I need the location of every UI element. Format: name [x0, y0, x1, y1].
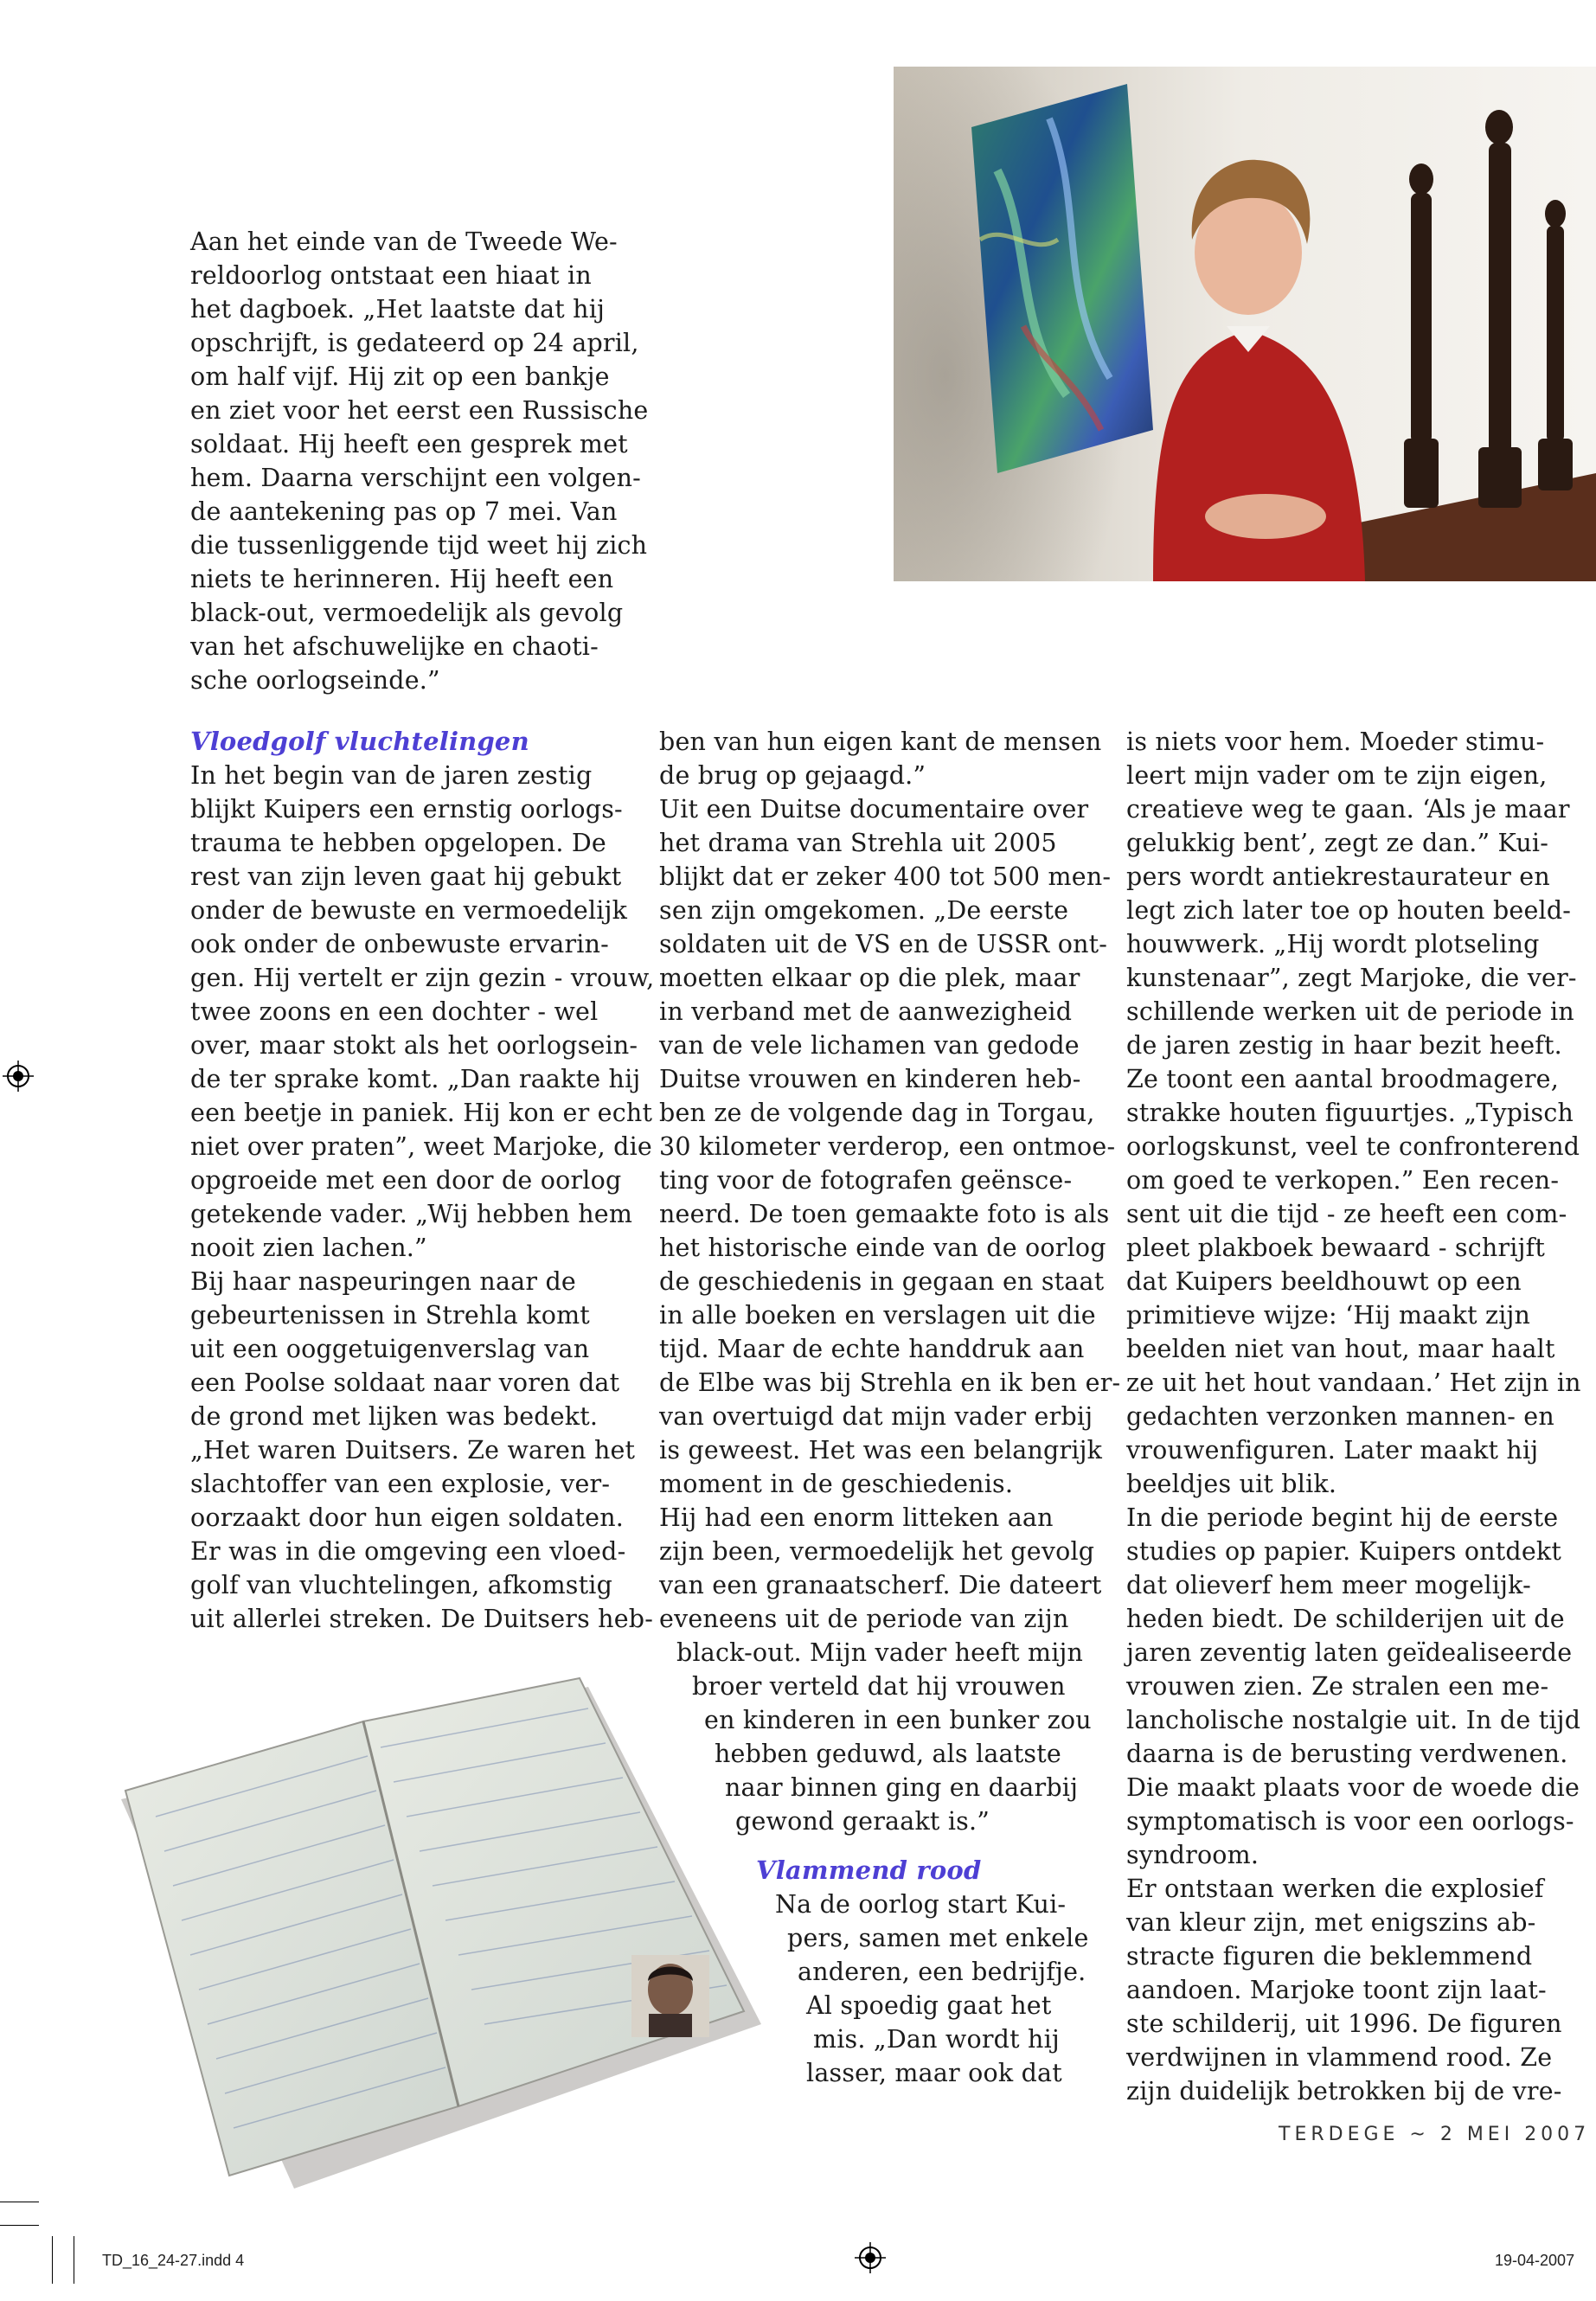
col2-line: sen zijn omgekomen. „De eerste — [659, 896, 1069, 925]
col1-line: opgroeide met een door de oorlog — [190, 1166, 622, 1195]
col2-line: mis. „Dan wordt hij — [813, 2025, 1060, 2054]
column-1 — [190, 725, 654, 1636]
col1-line: In het begin van de jaren zestig — [190, 761, 593, 790]
crop-mark — [52, 2236, 53, 2284]
col2-line: Duitse vrouwen en kinderen heb- — [659, 1065, 1081, 1093]
col3-line: dat olieverf hem meer mogelijk- — [1126, 1571, 1531, 1599]
col3-line: dat Kuipers beeldhouwt op een — [1126, 1267, 1522, 1296]
col3-line: aandoen. Marjoke toont zijn laat- — [1126, 1976, 1547, 2004]
col2-line: moment in de geschiedenis. — [659, 1470, 1014, 1498]
col2-line: van een granaatscherf. Die dateert — [659, 1571, 1102, 1599]
section-heading-vloedgolf: Vloedgolf vluchtelingen — [190, 727, 529, 756]
col1-line: getekende vader. „Wij hebben hem — [190, 1200, 633, 1228]
col3-line: om goed te verkopen.” Een recen- — [1126, 1166, 1560, 1195]
col3-line: vrouwen zien. Ze stralen een me- — [1126, 1672, 1549, 1701]
col2-line: soldaten uit de VS en de USSR ont- — [659, 930, 1108, 958]
col1-line: de grond met lijken was bedekt. — [190, 1402, 599, 1431]
col3-line: legt zich later toe op houten beeld- — [1126, 896, 1572, 925]
col1-line: blijkt Kuipers een ernstig oorlogs- — [190, 795, 623, 824]
diary-notebook-drawing — [121, 1670, 761, 2206]
col3-line: de jaren zestig in haar bezit heeft. — [1126, 1031, 1562, 1060]
col2-line: Uit een Duitse documentaire over — [659, 795, 1089, 824]
col2-line: tijd. Maar de echte handdruk aan — [659, 1335, 1085, 1363]
intro-line: niets te herinneren. Hij heeft een — [190, 565, 614, 593]
intro-line: het dagboek. „Het laatste dat hij — [190, 295, 606, 324]
col1-line: over, maar stokt als het oorlogsein- — [190, 1031, 638, 1060]
col3-line: Die maakt plaats voor de woede die — [1126, 1773, 1580, 1802]
col1-line: golf van vluchtelingen, afkomstig — [190, 1571, 613, 1599]
col3-line: Ze toont een aantal broodmagere, — [1126, 1065, 1559, 1093]
col2-line: en kinderen in een bunker zou — [704, 1706, 1092, 1734]
running-footer: TERDEGE ~ 2 MEI 2007 — [1279, 2124, 1591, 2145]
col3-line: sent uit die tijd - ze heeft een com- — [1126, 1200, 1567, 1228]
col2-line: hebben geduwd, als laatste — [715, 1740, 1061, 1768]
intro-line: soldaat. Hij heeft een gesprek met — [190, 430, 628, 458]
col3-line: pers wordt antiekrestaurateur en — [1126, 862, 1550, 891]
col3-line: verdwijnen in vlammend rood. Ze — [1126, 2043, 1553, 2072]
col2-line: is geweest. Het was een belangrijk — [659, 1436, 1103, 1465]
col2-line: blijkt dat er zeker 400 tot 500 men- — [659, 862, 1112, 891]
col2-line: pers, samen met enkele — [787, 1924, 1089, 1952]
col2-line: zijn been, vermoedelijk het gevolg — [659, 1537, 1095, 1566]
col1-line: onder de bewuste en vermoedelijk — [190, 896, 628, 925]
col1-line: nooit zien lachen.” — [190, 1234, 427, 1262]
col3-line: oorlogskunst, veel te confronterend — [1126, 1132, 1580, 1161]
col3-line: is niets voor hem. Moeder stimu- — [1126, 727, 1545, 756]
col3-line: ste schilderij, uit 1996. De figuren — [1126, 2009, 1562, 2038]
col3-line: primitieve wijze: ‘Hij maakt zijn — [1126, 1301, 1531, 1330]
col2-line: Na de oorlog start Kui- — [775, 1890, 1067, 1919]
slug-filename: TD_16_24-27.indd 4 — [102, 2252, 245, 2269]
col2-line: anderen, een bedrijfje. — [798, 1958, 1086, 1986]
col2-line: het drama van Strehla uit 2005 — [659, 829, 1057, 857]
col1-line: een beetje in paniek. Hij kon er echt — [190, 1099, 653, 1127]
col3-line: daarna is de berusting verdwenen. — [1126, 1740, 1568, 1768]
col3-line: leert mijn vader om te zijn eigen, — [1126, 761, 1548, 790]
col1-line: Er was in die omgeving een vloed- — [190, 1537, 626, 1566]
col1-line: ook onder de onbewuste ervarin- — [190, 930, 610, 958]
col2-line: de geschiedenis in gegaan en staat — [659, 1267, 1105, 1296]
portrait-photo — [894, 67, 1596, 581]
intro-line: die tussenliggende tijd weet hij zich — [190, 531, 648, 560]
col3-line: van kleur zijn, met enigszins ab- — [1126, 1908, 1536, 1937]
intro-line: van het afschuwelijke en chaoti- — [190, 632, 599, 661]
col1-line: oorzaakt door hun eigen soldaten. — [190, 1503, 625, 1532]
col2-line: gewond geraakt is.” — [735, 1807, 990, 1836]
col3-line: lancholische nostalgie uit. In de tijd — [1126, 1706, 1581, 1734]
col3-line: ze uit het hout vandaan.’ Het zijn in — [1126, 1368, 1581, 1397]
col3-line: studies op papier. Kuipers ontdekt — [1126, 1537, 1562, 1566]
diary-notebook-photo — [121, 1670, 761, 2206]
col3-line: beeldjes uit blik. — [1126, 1470, 1337, 1498]
registration-mark-icon — [3, 1061, 34, 1092]
col2-line: moetten elkaar op die plek, maar — [659, 964, 1080, 992]
col3-line: strakke houten figuurtjes. „Typisch — [1126, 1099, 1574, 1127]
col1-line: niet over praten”, weet Marjoke, die — [190, 1132, 652, 1161]
intro-line: reldoorlog ontstaat een hiaat in — [190, 261, 592, 290]
col1-line: de ter sprake komt. „Dan raakte hij — [190, 1065, 641, 1093]
slug-date: 19-04-2007 — [1495, 2252, 1575, 2269]
col1-line: Bij haar naspeuringen naar de — [190, 1267, 576, 1296]
section-heading-vlammend-rood: Vlammend rood — [756, 1856, 982, 1885]
col3-line: kunstenaar”, zegt Marjoke, die ver- — [1126, 964, 1577, 992]
col2-line: Al spoedig gaat het — [806, 1991, 1052, 2020]
col3-line: houwwerk. „Hij wordt plotseling — [1126, 930, 1540, 958]
col2-line: het historische einde van de oorlog — [659, 1234, 1106, 1262]
col1-line: een Poolse soldaat naar voren dat — [190, 1368, 620, 1397]
column-3 — [1126, 725, 1581, 2108]
intro-line: om half vijf. Hij zit op een bankje — [190, 362, 610, 391]
col3-line: beelden niet van hout, maar haalt — [1126, 1335, 1555, 1363]
col3-line: schillende werken uit de periode in — [1126, 997, 1574, 1026]
col1-line: „Het waren Duitsers. Ze waren het — [190, 1436, 636, 1465]
col1-line: gen. Hij vertelt er zijn gezin - vrouw, — [190, 964, 655, 992]
col2-line: eveneens uit de periode van zijn — [659, 1605, 1069, 1633]
col2-line: ben ze de volgende dag in Torgau, — [659, 1099, 1095, 1127]
col2-line: black-out. Mijn vader heeft mijn — [676, 1638, 1084, 1667]
col3-line: Er ontstaan werken die explosief — [1126, 1875, 1544, 1903]
col3-line: gedachten verzonken mannen- en — [1126, 1402, 1554, 1431]
col3-line: pleet plakboek bewaard - schrijft — [1126, 1234, 1546, 1262]
intro-line: hem. Daarna verschijnt een volgen- — [190, 464, 641, 492]
col2-line: Hij had een enorm litteken aan — [659, 1503, 1054, 1532]
col1-line: slachtoffer van een explosie, ver- — [190, 1470, 611, 1498]
col3-line: jaren zeventig laten geïdealiseerde — [1126, 1638, 1573, 1667]
col1-line: gebeurtenissen in Strehla komt — [190, 1301, 590, 1330]
col2-line: naar binnen ging en daarbij — [725, 1773, 1079, 1802]
col1-line: uit allerlei streken. De Duitsers heb- — [190, 1605, 654, 1633]
col2-line: in alle boeken en verslagen uit die — [659, 1301, 1096, 1330]
col2-line: van de vele lichamen van gedode — [659, 1031, 1080, 1060]
intro-line: opschrijft, is gedateerd op 24 april, — [190, 329, 639, 357]
col1-line: twee zoons en een dochter - wel — [190, 997, 599, 1026]
col1-line: trauma te hebben opgelopen. De — [190, 829, 606, 857]
col3-line: vrouwenfiguren. Later maakt hij — [1126, 1436, 1539, 1465]
col2-line: broer verteld dat hij vrouwen — [692, 1672, 1066, 1701]
col1-line: uit een ooggetuigenverslag van — [190, 1335, 590, 1363]
intro-line: en ziet voor het eerst een Russische — [190, 396, 649, 425]
col3-line: syndroom. — [1126, 1841, 1259, 1869]
col2-line: ting voor de fotografen geënsce- — [659, 1166, 1073, 1195]
col1-line: rest van zijn leven gaat hij gebukt — [190, 862, 622, 891]
col2-line: van overtuigd dat mijn vader erbij — [659, 1402, 1093, 1431]
intro-line: black-out, vermoedelijk als gevolg — [190, 599, 624, 627]
intro-paragraph — [190, 225, 648, 697]
col3-line: zijn duidelijk betrokken bij de vre- — [1126, 2077, 1562, 2106]
crop-mark — [0, 2225, 39, 2226]
intro-line: sche oorlogseinde.” — [190, 666, 440, 695]
col3-line: creatieve weg te gaan. ‘Als je maar — [1126, 795, 1570, 824]
col2-line: lasser, maar ook dat — [806, 2059, 1062, 2087]
col2-line: 30 kilometer verderop, een ontmoe- — [659, 1132, 1116, 1161]
registration-mark-icon — [855, 2242, 886, 2273]
col2-line: in verband met de aanwezigheid — [659, 997, 1073, 1026]
col2-line: de brug op gejaagd.” — [659, 761, 926, 790]
col3-line: gelukkig bent’, zegt ze dan.” Kui- — [1126, 829, 1549, 857]
intro-line: Aan het einde van de Tweede We- — [190, 228, 618, 256]
col3-line: stracte figuren die beklemmend — [1126, 1942, 1533, 1971]
col2-line: de Elbe was bij Strehla en ik ben er- — [659, 1368, 1121, 1397]
intro-line: de aantekening pas op 7 mei. Van — [190, 497, 618, 526]
col3-line: In die periode begint hij de eerste — [1126, 1503, 1559, 1532]
col3-line: heden biedt. De schilderijen uit de — [1126, 1605, 1565, 1633]
portrait-photo-drawing — [894, 67, 1596, 581]
col2-line: ben van hun eigen kant de mensen — [659, 727, 1102, 756]
col3-line: symptomatisch is voor een oorlogs- — [1126, 1807, 1574, 1836]
col2-line: neerd. De toen gemaakte foto is als — [659, 1200, 1110, 1228]
